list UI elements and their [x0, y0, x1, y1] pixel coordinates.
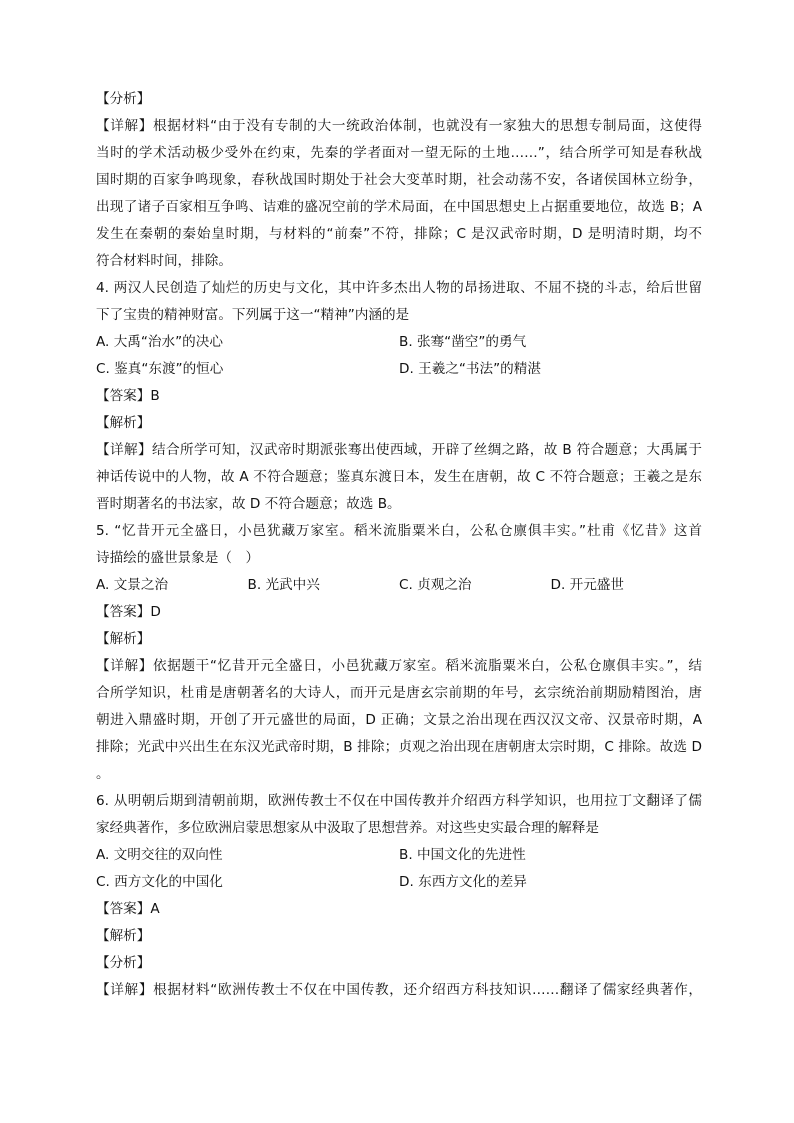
paragraph-line: 神话传说中的人物，故 A 不符合题意；鉴真东渡日本，发生在唐朝，故 C 不符合题意；王羲之是东: [96, 469, 702, 485]
paragraph-line: 晋时期著名的书法家，故 D 不符合题意；故选 B。: [96, 496, 401, 512]
paragraph-line: 【详解】依据题干“忆昔开元全盛日，小邑犹藏万家室。稻米流脂粟米白，公私仓廪俱丰实。”，结: [96, 658, 702, 674]
paragraph-line: 合所学知识，杜甫是唐朝著名的大诗人，而开元是唐玄宗前期的年号，玄宗统治前期励精图治，唐: [96, 685, 702, 701]
answer-option: A. 文明交往的双向性: [96, 847, 223, 863]
answer-option: D. 开元盛世: [550, 577, 624, 593]
paragraph-line: 6. 从明朝后期到清朝前期，欧洲传教士不仅在中国传教并介绍西方科学知识，也用拉丁文翻译了儒: [96, 793, 702, 809]
text-line: 【解析】: [96, 928, 151, 944]
option-row: [96, 842, 702, 869]
paragraph-line: 家经典著作，多位欧洲启蒙思想家从中汲取了思想营养。对这些史实最合理的解释是: [96, 820, 599, 836]
answer-option: B. 光武中兴: [247, 577, 320, 593]
paragraph-line: 【详解】根据材料“由于没有专制的大一统政治体制，也就没有一家独大的思想专制局面，这使得: [96, 118, 702, 134]
document-page: [96, 86, 702, 1004]
paragraph-line: 诗描绘的盛世景象是（ ）: [96, 550, 260, 566]
answer-option: B. 中国文化的先进性: [399, 847, 526, 863]
answer-option: D. 东西方文化的差异: [399, 874, 527, 890]
answer-option: C. 西方文化的中国化: [96, 874, 223, 890]
text-line: 【解析】: [96, 415, 151, 431]
answer-option: C. 鉴真“东渡”的恒心: [96, 361, 224, 377]
text-line: 【解析】: [96, 631, 151, 647]
option-row: [96, 329, 702, 356]
paragraph-line: 【详解】根据材料“欧洲传教士不仅在中国传教，还介绍西方科技知识……翻译了儒家经典著作，: [96, 982, 702, 998]
paragraph-line: 4. 两汉人民创造了灿烂的历史与文化，其中许多杰出人物的昂扬进取、不屈不挠的斗志，给后世留: [96, 280, 702, 296]
answer-option: B. 张骞“凿空”的勇气: [399, 334, 527, 350]
option-row: [96, 572, 702, 599]
paragraph-line: 朝进入鼎盛时期，开创了开元盛世的局面，D 正确；文景之治出现在西汉汉文帝、汉景帝时期，A: [96, 712, 702, 728]
paragraph-line: 排除；光武中兴出生在东汉光武帝时期，B 排除；贞观之治出现在唐朝唐太宗时期，C 排除。故选 D: [96, 739, 702, 755]
answer-option: A. 大禹“治水”的决心: [96, 334, 223, 350]
option-row: [96, 869, 702, 896]
option-row: [96, 356, 702, 383]
paragraph-line: 5. “忆昔开元全盛日，小邑犹藏万家室。稻米流脂粟米白，公私仓廪俱丰实。”杜甫《忆昔》这首: [96, 523, 702, 539]
paragraph-line: 发生在秦朝的秦始皇时期，与材料的“前秦”不符，排除；C 是汉武帝时期，D 是明清时期，均不: [96, 226, 702, 242]
text-line: 【答案】B: [96, 388, 160, 404]
answer-option: C. 贞观之治: [399, 577, 472, 593]
answer-option: A. 文景之治: [96, 577, 169, 593]
answer-option: D. 王羲之“书法”的精湛: [399, 361, 541, 377]
paragraph-line: 下了宝贵的精神财富。下列属于这一“精神”内涵的是: [96, 307, 410, 323]
paragraph-line: 国时期的百家争鸣现象，春秋战国时期处于社会大变革时期，社会动荡不安，各诸侯国林立纷争，: [96, 172, 702, 188]
text-line: 【分析】: [96, 91, 151, 107]
paragraph-line: 。: [96, 766, 110, 782]
text-line: 【答案】A: [96, 901, 160, 917]
text-line: 【答案】D: [96, 604, 161, 620]
paragraph-line: 当时的学术活动极少受外在约束，先秦的学者面对一望无际的土地……”，结合所学可知是春秋战: [96, 145, 702, 161]
text-line: 【分析】: [96, 955, 151, 971]
paragraph-line: 【详解】结合所学可知，汉武帝时期派张骞出使西域，开辟了丝绸之路，故 B 符合题意；大禹属于: [96, 442, 702, 458]
paragraph-line: 符合材料时间，排除。: [96, 253, 232, 269]
paragraph-line: 出现了诸子百家相互争鸣、诘难的盛况空前的学术局面，在中国思想史上占据重要地位，故选 B；A: [96, 199, 702, 215]
